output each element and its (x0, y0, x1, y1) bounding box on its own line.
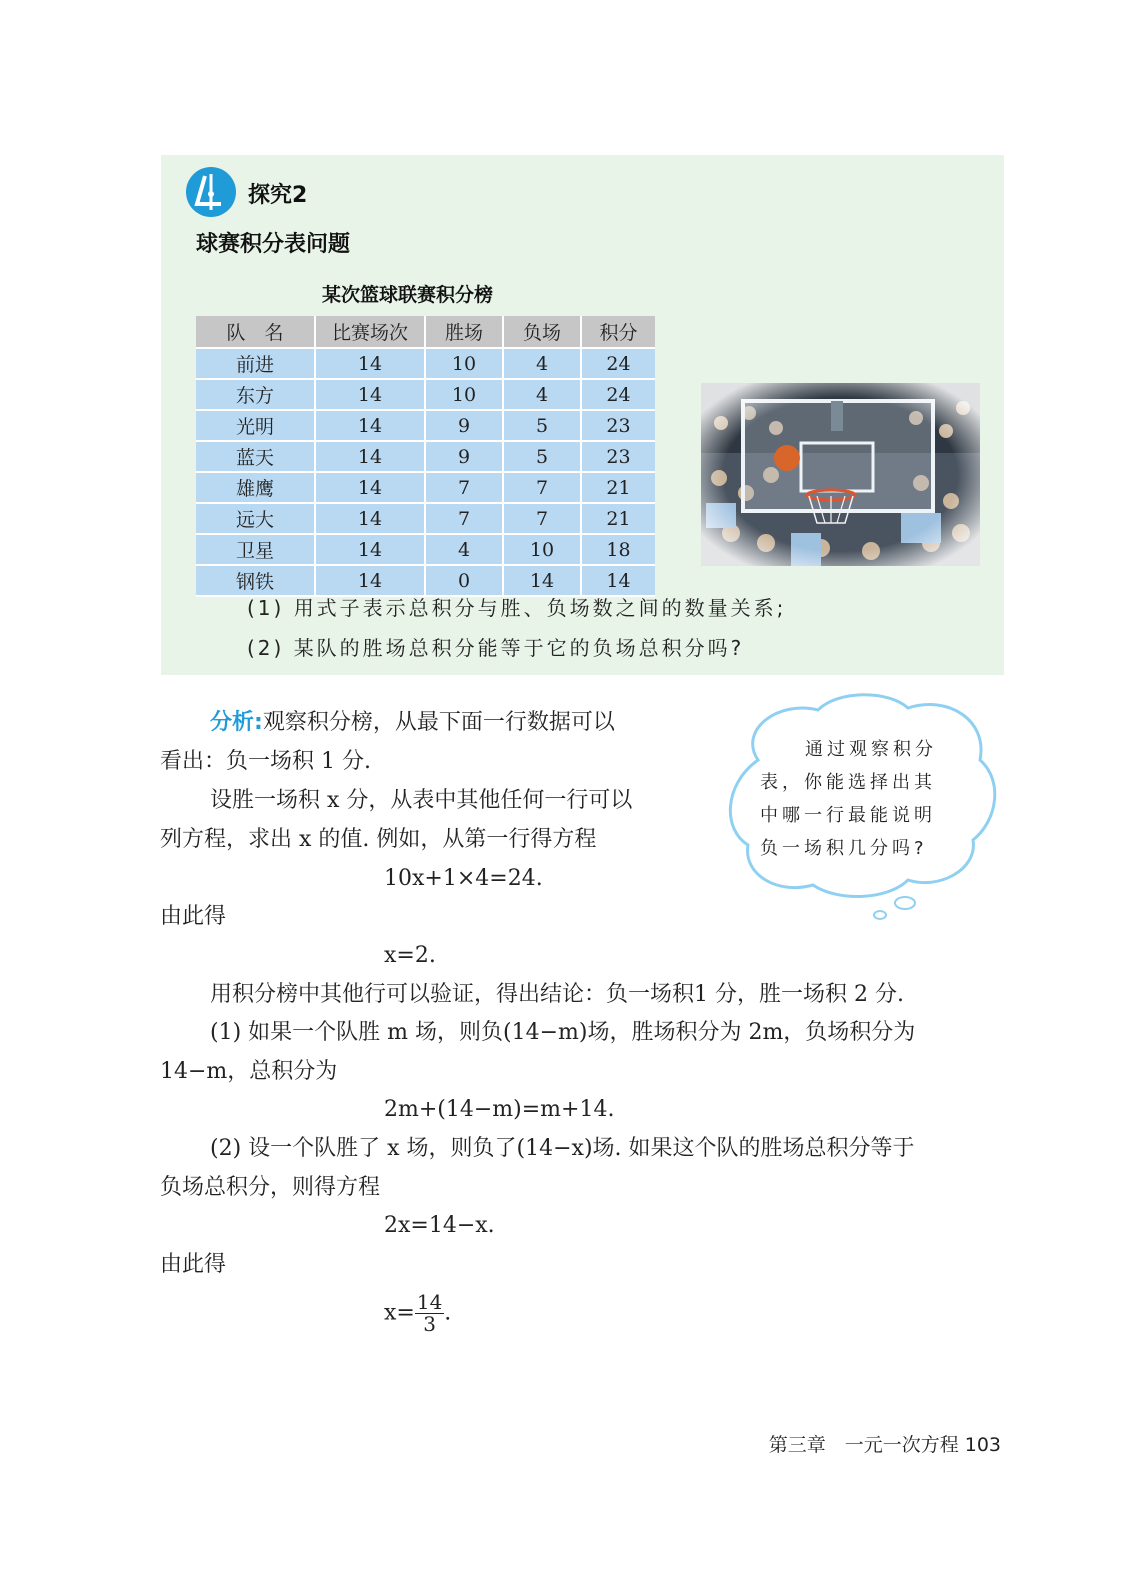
table-row (196, 380, 655, 411)
header-points: 积分 (582, 316, 655, 349)
header-wins: 胜场 (426, 316, 504, 349)
games-cell: 14 (316, 411, 426, 442)
explore-badge-icon (185, 166, 237, 218)
equation-5 (384, 1292, 451, 1335)
table-row (196, 535, 655, 566)
points-cell: 24 (582, 349, 655, 380)
games-cell: 14 (316, 349, 426, 380)
losses-cell: 10 (504, 535, 582, 566)
table-title: 某次篮球联赛积分榜 (322, 284, 494, 306)
games-cell: 14 (316, 566, 426, 597)
equation-3: 2m+(14−m)=m+14. (384, 1097, 615, 1122)
team-cell: 雄鹰 (196, 473, 316, 504)
team-cell: 远大 (196, 504, 316, 535)
team-cell: 蓝天 (196, 442, 316, 473)
page-footer: 第三章 一元一次方程 103 (768, 1434, 1001, 1456)
points-cell: 24 (582, 380, 655, 411)
table-row (196, 473, 655, 504)
equation-2: x=2. (384, 943, 436, 968)
fraction-numerator: 14 (416, 1290, 443, 1314)
losses-cell: 14 (504, 566, 582, 597)
wins-cell: 10 (426, 380, 504, 411)
question-2: (2) 某队的胜场总积分能等于它的负场总积分吗? (247, 636, 745, 660)
table-row (196, 504, 655, 535)
part1-line-2: 14−m，总积分为 (160, 1059, 338, 1084)
losses-cell: 4 (504, 349, 582, 380)
question-1: (1) 用式子表示总积分与胜、负场数之间的数量关系; (247, 596, 787, 620)
equation-5-period: . (444, 1300, 452, 1326)
points-cell: 23 (582, 411, 655, 442)
analysis-line-4: 列方程，求出 x 的值. 例如，从第一行得方程 (160, 827, 597, 852)
games-cell: 14 (316, 442, 426, 473)
points-cell: 18 (582, 535, 655, 566)
wins-cell: 9 (426, 442, 504, 473)
cloud-line-1: 通过观察积分 (805, 739, 937, 760)
points-cell: 23 (582, 442, 655, 473)
explore-heading: 探究2 (248, 183, 308, 208)
table-row (196, 349, 655, 380)
problem-title: 球赛积分表问题 (196, 232, 351, 257)
points-cell: 21 (582, 473, 655, 504)
wins-cell: 7 (426, 473, 504, 504)
losses-cell: 7 (504, 504, 582, 535)
standings-table (196, 316, 655, 597)
analysis-line-3: 设胜一场积 x 分，从表中其他任何一行可以 (210, 788, 633, 813)
analysis-text-1a: 观察积分榜，从最下面一行数据可以 (262, 710, 615, 735)
conclusion-line: 用积分榜中其他行可以验证，得出结论：负一场积1 分，胜一场积 2 分. (210, 982, 904, 1007)
losses-cell: 5 (504, 442, 582, 473)
wins-cell: 7 (426, 504, 504, 535)
cloud-line-3: 中哪一行最能说明 (760, 805, 936, 826)
fraction (415, 1292, 444, 1335)
cloud-line-4: 负一场积几分吗? (760, 838, 928, 859)
hence-2: 由此得 (160, 1252, 227, 1277)
team-cell: 钢铁 (196, 566, 316, 597)
wins-cell: 9 (426, 411, 504, 442)
hence-1: 由此得 (160, 904, 227, 929)
points-cell: 21 (582, 504, 655, 535)
points-cell: 14 (582, 566, 655, 597)
analysis-line-2: 看出：负一场积 1 分. (160, 749, 371, 774)
part1-line-1: (1) 如果一个队胜 m 场，则负(14−m)场，胜场积分为 2m，负场积分为 (210, 1020, 916, 1045)
table-header-row (196, 316, 655, 349)
analysis-line-1 (210, 712, 615, 734)
games-cell: 14 (316, 380, 426, 411)
equation-1: 10x+1×4=24. (384, 866, 543, 891)
header-games: 比赛场次 (316, 316, 426, 349)
basketball-photo (701, 383, 980, 566)
equation-5-lhs: x= (384, 1300, 415, 1326)
games-cell: 14 (316, 535, 426, 566)
part2-line-1: (2) 设一个队胜了 x 场，则负了(14−x)场. 如果这个队的胜场总积分等于 (210, 1136, 915, 1161)
games-cell: 14 (316, 504, 426, 535)
losses-cell: 4 (504, 380, 582, 411)
part2-line-2: 负场总积分，则得方程 (160, 1175, 381, 1200)
table-row (196, 442, 655, 473)
header-losses: 负场 (504, 316, 582, 349)
team-cell: 前进 (196, 349, 316, 380)
games-cell: 14 (316, 473, 426, 504)
team-cell: 卫星 (196, 535, 316, 566)
header-team: 队 名 (196, 316, 316, 349)
team-cell: 东方 (196, 380, 316, 411)
wins-cell: 10 (426, 349, 504, 380)
equation-4: 2x=14−x. (384, 1213, 495, 1238)
table-row (196, 411, 655, 442)
team-cell: 光明 (196, 411, 316, 442)
losses-cell: 5 (504, 411, 582, 442)
losses-cell: 7 (504, 473, 582, 504)
cloud-line-2: 表，你能选择出其 (760, 772, 936, 793)
fraction-denominator: 3 (423, 1312, 436, 1336)
analysis-label: 分析: (210, 710, 263, 735)
wins-cell: 0 (426, 566, 504, 597)
wins-cell: 4 (426, 535, 504, 566)
